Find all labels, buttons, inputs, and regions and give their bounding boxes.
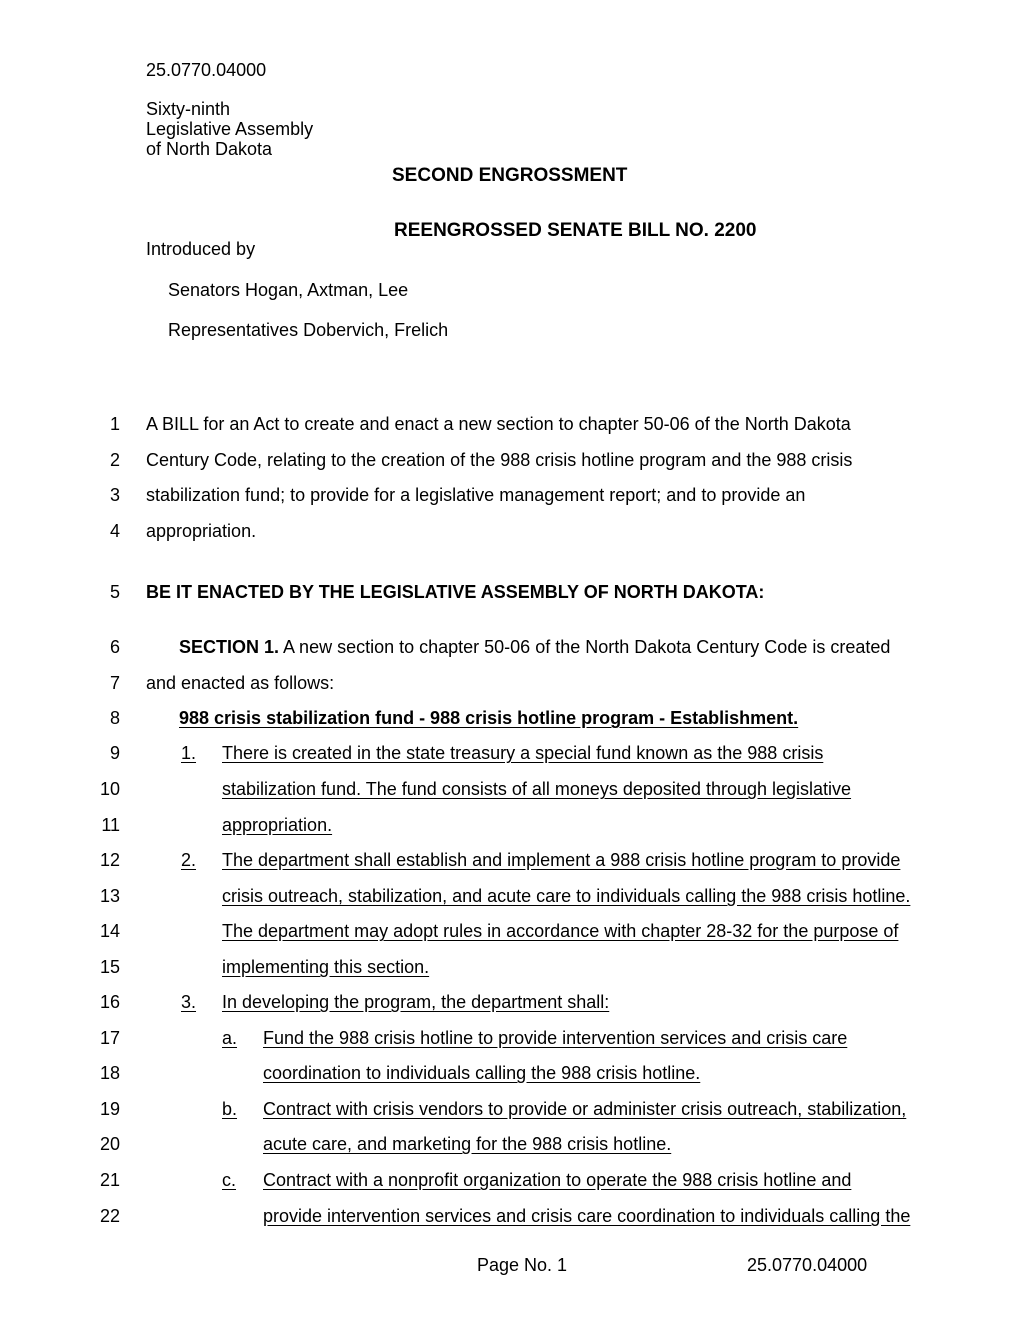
bill-text-line: Contract with a nonprofit organization to operate the 988 crisis hotline and — [263, 1170, 852, 1190]
footer-document-id: 25.0770.04000 — [747, 1255, 868, 1275]
bill-text-line: stabilization fund; to provide for a legislative management report; and to provide an — [146, 485, 806, 505]
subdivision-letter: a. — [222, 1028, 238, 1048]
line-number: 10 — [99, 779, 120, 799]
line-number: 15 — [99, 957, 120, 977]
bill-text-line: The department shall establish and implement a 988 crisis hotline program to provide — [222, 850, 901, 870]
bill-text-line: provide intervention services and crisis care coordination to individuals calling the — [263, 1206, 911, 1226]
bill-text-line: A BILL for an Act to create and enact a new section to chapter 50-06 of the North Dakota — [146, 414, 851, 434]
engrossment-title: SECOND ENGROSSMENT — [392, 165, 628, 186]
subdivision-letter: b. — [222, 1099, 238, 1119]
assembly-line-1: Sixty-ninth — [146, 99, 231, 119]
document-id: 25.0770.04000 — [146, 60, 267, 80]
line-number: 2 — [109, 450, 120, 470]
page-number: Page No. 1 — [477, 1255, 568, 1275]
new-section-title: 988 crisis stabilization fund - 988 crisis hotline program - Establishment. — [179, 708, 799, 728]
bill-text-line: Century Code, relating to the creation of the 988 crisis hotline program and the 988 crisis — [146, 450, 853, 470]
line-number: 12 — [99, 850, 120, 870]
line-number: 3 — [109, 485, 120, 505]
section-label: SECTION 1. — [179, 637, 280, 657]
bill-text-line: crisis outreach, stabilization, and acute care to individuals calling the 988 crisis hotline. — [222, 886, 911, 906]
assembly-line-2: Legislative Assembly — [146, 119, 314, 139]
line-number: 21 — [99, 1170, 120, 1190]
bill-text-line: stabilization fund. The fund consists of all moneys deposited through legislative — [222, 779, 852, 799]
bill-title: REENGROSSED SENATE BILL NO. 2200 — [394, 220, 757, 241]
subdivision-letter: c. — [222, 1170, 237, 1190]
bill-text-line: The department may adopt rules in accordance with chapter 28-32 for the purpose of — [222, 921, 899, 941]
bill-text-line: In developing the program, the department shall: — [222, 992, 610, 1012]
subsection-number: 2. — [181, 850, 197, 870]
line-number: 5 — [109, 582, 120, 602]
bill-text-line: appropriation. — [146, 521, 257, 541]
line-number: 14 — [99, 921, 120, 941]
line-number: 6 — [109, 637, 120, 657]
representatives: Representatives Dobervich, Frelich — [168, 320, 449, 340]
line-number: 11 — [101, 815, 120, 835]
line-number: 1 — [109, 414, 120, 434]
section-heading-line — [179, 637, 890, 657]
bill-text-line: acute care, and marketing for the 988 crisis hotline. — [263, 1134, 672, 1154]
bill-text-line: implementing this section. — [222, 957, 430, 977]
bill-text-line: Contract with crisis vendors to provide or administer crisis outreach, stabilization, — [263, 1099, 907, 1119]
bill-text-line: and enacted as follows: — [146, 673, 335, 693]
line-number: 20 — [99, 1134, 120, 1154]
section-text: A new section to chapter 50-06 of the North Dakota Century Code is created — [279, 637, 891, 657]
line-number: 8 — [109, 708, 120, 728]
line-number: 16 — [99, 992, 120, 1012]
bill-text-line: There is created in the state treasury a special fund known as the 988 crisis — [222, 743, 824, 763]
line-number: 22 — [99, 1206, 120, 1226]
bill-text-line: coordination to individuals calling the 988 crisis hotline. — [263, 1063, 701, 1083]
line-number: 19 — [99, 1099, 120, 1119]
subsection-number: 1. — [181, 743, 197, 763]
enacting-clause: BE IT ENACTED BY THE LEGISLATIVE ASSEMBLY OF NORTH DAKOTA: — [146, 582, 765, 602]
line-number: 17 — [99, 1028, 120, 1048]
bill-text-line: Fund the 988 crisis hotline to provide intervention services and crisis care — [263, 1028, 848, 1048]
line-number: 13 — [99, 886, 120, 906]
line-number: 4 — [109, 521, 120, 541]
bill-text-line: appropriation. — [222, 815, 333, 835]
subsection-number: 3. — [181, 992, 197, 1012]
line-number: 7 — [109, 673, 120, 693]
line-number: 9 — [109, 743, 120, 763]
assembly-line-3: of North Dakota — [146, 139, 273, 159]
introduced-by: Introduced by — [146, 239, 256, 259]
senators: Senators Hogan, Axtman, Lee — [168, 280, 409, 300]
line-number: 18 — [99, 1063, 120, 1083]
